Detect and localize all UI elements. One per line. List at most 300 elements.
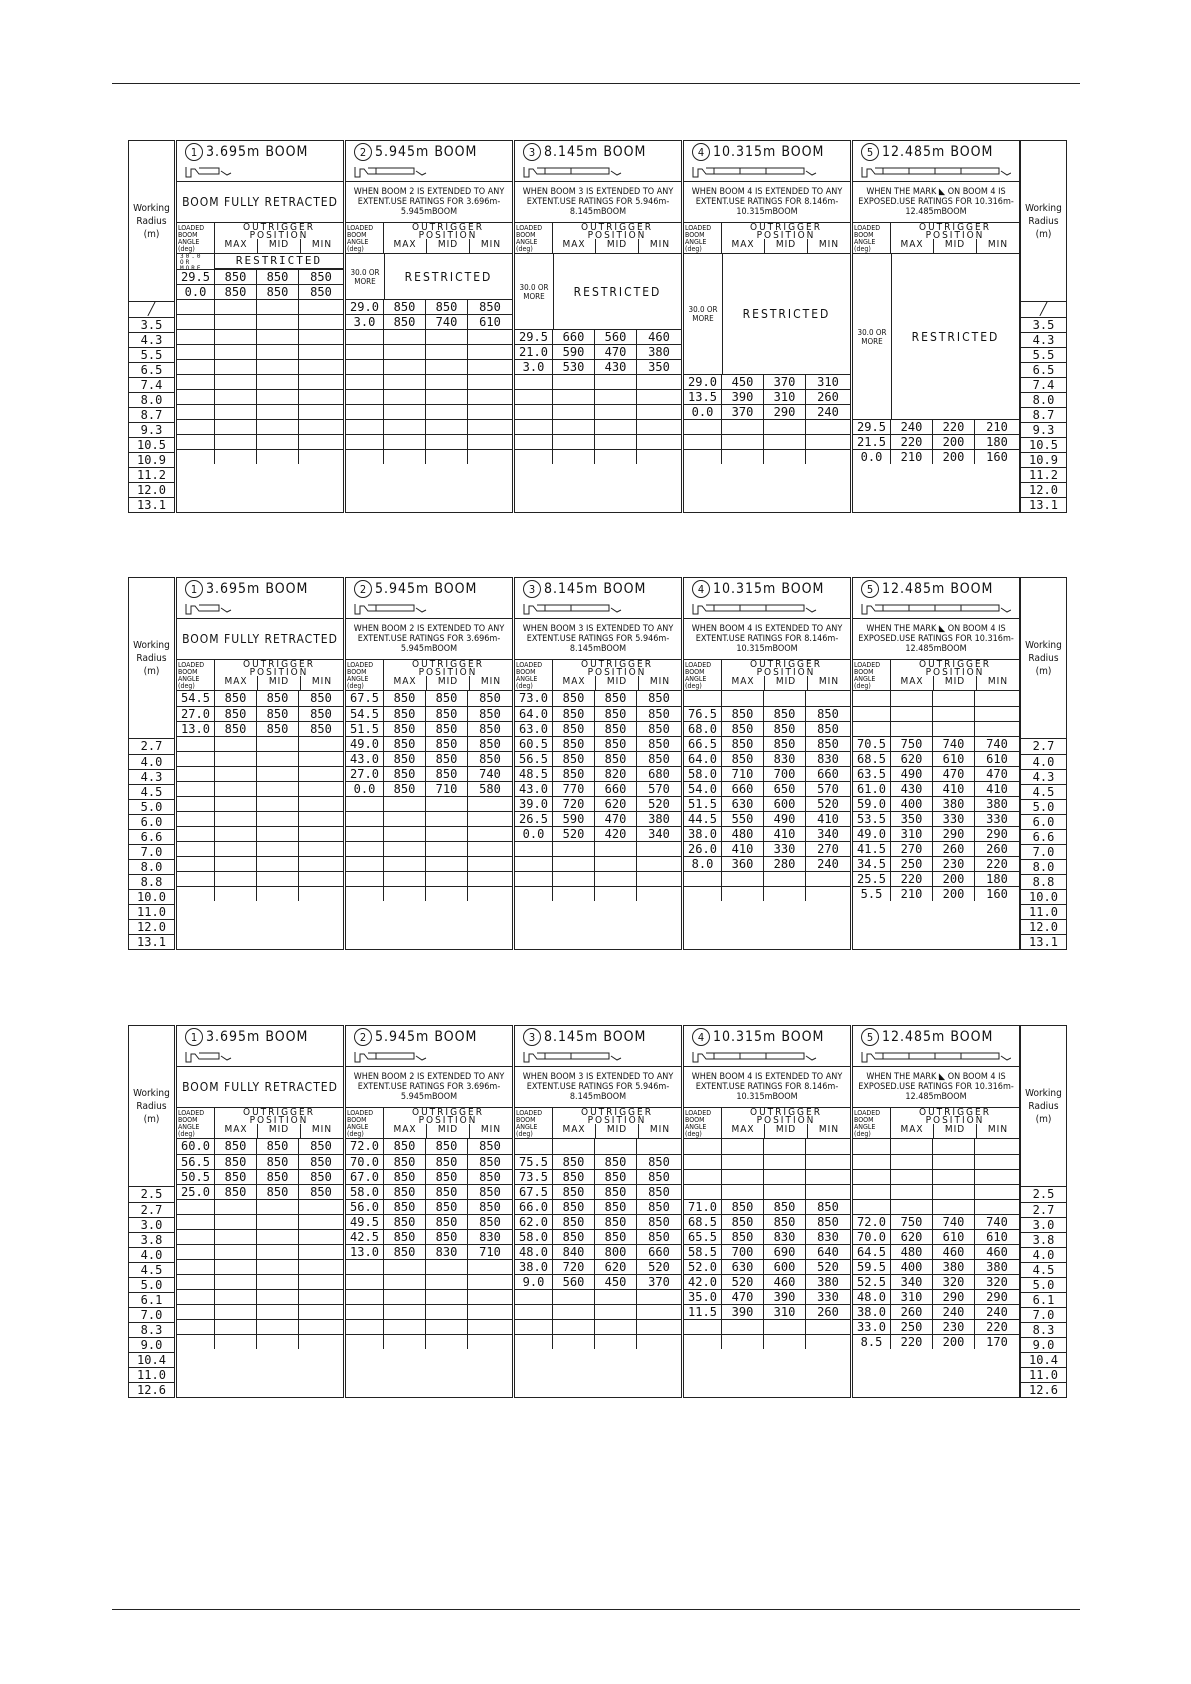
table-row: [515, 1319, 681, 1334]
load-cell: [891, 707, 933, 721]
outrigger-position-title: OUTRIGGER POSITION: [412, 659, 484, 678]
table-row: [346, 449, 512, 464]
load-cell: 850: [215, 1185, 257, 1199]
radius-row: [129, 889, 174, 904]
radius-value: 6.6: [1032, 830, 1055, 844]
load-cell: [595, 435, 637, 449]
working-radius-label: Working Radius (m): [133, 1087, 170, 1125]
min-header: MIN: [976, 676, 1019, 690]
boom-angle-cell: 76.5: [684, 707, 722, 721]
load-cell: [637, 405, 681, 419]
radius-value: 2.7: [1032, 1203, 1055, 1217]
load-cell: 220: [891, 872, 933, 886]
boom-angle-cell: [515, 1320, 553, 1334]
load-cell: 850: [648, 1230, 670, 1244]
load-cell: 850: [722, 707, 764, 721]
restricted-angle: 30.0 OR MORE: [177, 254, 215, 269]
boom-angle-cell: [346, 1260, 384, 1274]
load-cell: [722, 435, 764, 449]
load-cell: [257, 420, 299, 434]
radius-row: [1021, 1292, 1066, 1307]
boom-angle-cell: [177, 1290, 215, 1304]
table-row: [346, 736, 512, 751]
max-header: MAX: [393, 1124, 417, 1135]
boom-number-circle: 5: [861, 580, 879, 598]
boom-angle-cell: [684, 1155, 722, 1169]
table-row: [515, 811, 681, 826]
load-cell: 520: [817, 1260, 839, 1274]
boom-angle-cell: [346, 360, 384, 374]
radius-row: [129, 874, 174, 889]
restricted-label: RESTRICTED: [215, 254, 343, 269]
boom-drawing: [684, 163, 850, 182]
boom-angle-cell: 13.0: [346, 1245, 384, 1259]
boom-length-label: 5.945m BOOM: [375, 144, 478, 160]
radius-row: [1021, 377, 1066, 392]
load-cell: [215, 1290, 257, 1304]
radius-value: 8.8: [1032, 875, 1055, 889]
load-cell: 850: [648, 691, 670, 705]
outrigger-header: [684, 660, 850, 691]
table-row: [515, 1199, 681, 1214]
load-cell: [215, 1245, 257, 1259]
load-cell: [553, 390, 595, 404]
radius-row: [1021, 452, 1066, 467]
working-radius-column: [1020, 140, 1067, 513]
load-cell: 850: [595, 707, 637, 721]
load-cell: 850: [426, 1155, 468, 1169]
boom-angle-cell: 72.0: [853, 1215, 891, 1229]
boom-angle-cell: 29.5: [853, 420, 891, 434]
load-cell: [384, 1320, 426, 1334]
boom-length-label: 12.485m BOOM: [882, 144, 994, 160]
load-cell: [215, 1335, 257, 1349]
table-row: [684, 691, 850, 706]
load-cell: [806, 691, 850, 706]
load-cell: [637, 420, 681, 434]
radius-value: 10.9: [137, 453, 166, 467]
table-row: [853, 449, 1019, 464]
load-cell: 520: [817, 797, 839, 811]
load-cell: 210: [986, 420, 1008, 434]
table-row: [684, 796, 850, 811]
boom-drawing: [684, 600, 850, 619]
load-cell: [299, 1290, 343, 1304]
boom-angle-cell: [515, 420, 553, 434]
radius-row: [1021, 332, 1066, 347]
load-cell: [426, 375, 468, 389]
outrigger-columns: [384, 676, 512, 690]
radius-marker-row: [1021, 302, 1066, 317]
radius-value: 2.5: [140, 1187, 163, 1201]
load-cell: 850: [310, 270, 332, 284]
mid-header: MID: [595, 676, 638, 690]
load-cell: 830: [479, 1230, 501, 1244]
boom-angle-cell: 13.0: [177, 722, 215, 736]
radius-value: 11.2: [137, 468, 166, 482]
boom-angle-cell: 33.0: [853, 1320, 891, 1334]
load-cell: [215, 360, 257, 374]
load-cell: [215, 1305, 257, 1319]
table-row: [177, 1199, 343, 1214]
load-cell: [806, 1155, 850, 1169]
outrigger-header: [346, 223, 512, 254]
table-row: [346, 359, 512, 374]
load-cell: 560: [553, 1275, 595, 1289]
radius-value: 13.1: [1029, 935, 1058, 949]
working-radius-column: [128, 140, 175, 513]
load-cell: [257, 1305, 299, 1319]
boom-angle-cell: [515, 887, 553, 901]
table-row: [515, 1154, 681, 1169]
load-cell: 340: [648, 827, 670, 841]
table-row: [853, 1289, 1019, 1304]
boom-angle-cell: 29.0: [684, 375, 722, 389]
load-cell: [637, 435, 681, 449]
load-cell: [257, 405, 299, 419]
table-row: [177, 1139, 343, 1154]
radius-row: [1021, 467, 1066, 482]
load-cell: [215, 1200, 257, 1214]
radius-row: [129, 467, 174, 482]
boom-number-circle: 5: [861, 143, 879, 161]
radius-row: [1021, 1202, 1066, 1217]
boom-angle-cell: [177, 782, 215, 796]
load-cell: [595, 420, 637, 434]
load-cell: 520: [553, 827, 595, 841]
outrigger-columns: [891, 239, 1019, 253]
boom-drawing: [853, 1048, 1019, 1067]
radius-row: [129, 482, 174, 497]
radius-row: [129, 784, 174, 799]
load-cell: 650: [764, 782, 806, 796]
boom-rows: [515, 1139, 681, 1349]
boom-angle-cell: [684, 1170, 722, 1184]
load-cell: 470: [722, 1290, 764, 1304]
load-cell: 740: [479, 767, 501, 781]
load-cell: [468, 420, 512, 434]
load-cell: [468, 1320, 512, 1334]
radius-row: [129, 919, 174, 934]
restricted-block: [346, 254, 512, 299]
radius-value: 12.6: [1029, 1383, 1058, 1397]
min-header: MIN: [807, 676, 850, 690]
load-cell: 850: [722, 1215, 764, 1229]
boom-angle-cell: 38.0: [515, 1260, 553, 1274]
table-row: [684, 856, 850, 871]
load-cell: [637, 450, 681, 464]
table-row: [684, 404, 850, 419]
table-row: [515, 1304, 681, 1319]
load-cell: [975, 722, 1019, 736]
load-cell: 850: [648, 1200, 670, 1214]
boom-note: WHEN THE MARK ◣ ON BOOM 4 IS EXPOSED.USE RATINGS FOR 10.316m-12.485mBOOM: [853, 1067, 1019, 1108]
radius-value: 7.4: [140, 378, 163, 392]
load-cell: [384, 812, 426, 826]
load-cell: [553, 435, 595, 449]
boom-angle-cell: [177, 420, 215, 434]
table-row: [346, 344, 512, 359]
boom-angle-cell: [684, 420, 722, 434]
radius-row: [1021, 739, 1066, 754]
outrigger-header: [346, 660, 512, 691]
min-header: MIN: [300, 239, 343, 253]
table-row: [684, 1154, 850, 1169]
table-row: [177, 434, 343, 449]
load-cell: [257, 1245, 299, 1259]
max-header: MAX: [224, 1124, 248, 1135]
load-cell: 740: [426, 315, 468, 329]
load-cell: 850: [384, 691, 426, 706]
boom-angle-cell: [177, 812, 215, 826]
boom-angle-cell: 71.0: [684, 1200, 722, 1214]
boom-angle-cell: 8.0: [684, 857, 722, 871]
load-cell: [426, 435, 468, 449]
boom-number-circle: 2: [354, 143, 372, 161]
restricted-bar: [177, 253, 343, 272]
load-cell: [299, 345, 343, 359]
load-cell: 850: [426, 300, 468, 314]
boom-angle-cell: 8.5: [853, 1335, 891, 1349]
boom-angle-cell: 29.5: [177, 270, 215, 284]
radius-list: [1021, 739, 1066, 949]
load-cell: [384, 1260, 426, 1274]
load-cell: 850: [384, 1245, 426, 1259]
load-cell: [426, 450, 468, 464]
boom-angle-cell: 43.0: [515, 782, 553, 796]
load-cell: [595, 1305, 637, 1319]
load-cell: [595, 450, 637, 464]
outrigger-position-title: OUTRIGGER POSITION: [581, 659, 653, 678]
table-row: [684, 1274, 850, 1289]
table-row: [684, 1319, 850, 1334]
boom-drawing: [177, 1048, 343, 1067]
load-cell: [595, 390, 637, 404]
load-cell: 590: [553, 345, 595, 359]
load-cell: 320: [933, 1275, 975, 1289]
restricted-angle: 30.0 OR MORE: [684, 254, 723, 374]
load-cell: 660: [553, 330, 595, 344]
load-cell: [553, 450, 595, 464]
load-cell: [891, 1185, 933, 1199]
boom-angle-cell: [346, 435, 384, 449]
load-cell: 850: [553, 1155, 595, 1169]
load-cell: 470: [595, 812, 637, 826]
table-row: [177, 826, 343, 841]
load-cell: [722, 887, 764, 901]
load-cell: 290: [986, 1290, 1008, 1304]
radius-value: 8.7: [1032, 408, 1055, 422]
table-row: [684, 449, 850, 464]
table-row: [177, 404, 343, 419]
boom-note: WHEN BOOM 3 IS EXTENDED TO ANY EXTENT.USE RATINGS FOR 5.946m-8.145mBOOM: [515, 1067, 681, 1108]
boom-angle-cell: [853, 1155, 891, 1169]
load-cell: 850: [215, 1139, 257, 1154]
boom-angle-cell: 66.5: [684, 737, 722, 751]
loaded-boom-angle-header: LOADED BOOM ANGLE (deg): [346, 1108, 384, 1138]
load-cell: [764, 1170, 806, 1184]
radius-row: [1021, 392, 1066, 407]
load-cell: 720: [553, 797, 595, 811]
load-cell: 680: [648, 767, 670, 781]
boom-angle-cell: 27.0: [346, 767, 384, 781]
load-chart-table-1: [128, 140, 1072, 513]
working-radius-header: [129, 1026, 174, 1187]
load-cell: 850: [310, 1155, 332, 1169]
boom-length-label: 10.315m BOOM: [713, 144, 825, 160]
load-cell: [299, 872, 343, 886]
load-cell: 850: [310, 707, 332, 721]
load-cell: 220: [891, 1335, 933, 1349]
header-rule: [112, 83, 1080, 84]
boom-angle-cell: [346, 450, 384, 464]
boom-angle-cell: 56.5: [177, 1155, 215, 1169]
outrigger-header: [684, 223, 850, 254]
boom-angle-cell: [346, 420, 384, 434]
radius-row: [129, 392, 174, 407]
boom-number-circle: 1: [185, 1028, 203, 1046]
boom-angle-cell: 53.5: [853, 812, 891, 826]
outrigger-header: [177, 1108, 343, 1139]
boom-angle-cell: [515, 1139, 553, 1154]
outrigger-position: [722, 1108, 850, 1138]
load-cell: 520: [648, 1260, 670, 1274]
radius-row: [1021, 934, 1066, 949]
boom-rows: [853, 254, 1019, 464]
load-cell: [426, 360, 468, 374]
load-cell: 850: [479, 707, 501, 721]
boom-drawing: [853, 163, 1019, 182]
table-row: [346, 1304, 512, 1319]
table-row: [684, 706, 850, 721]
load-cell: 310: [891, 1290, 933, 1304]
boom-drawing: [684, 1048, 850, 1067]
load-cell: 620: [595, 1260, 637, 1274]
load-cell: 460: [986, 1245, 1008, 1259]
load-cell: 850: [595, 1170, 637, 1184]
load-cell: [975, 1200, 1019, 1214]
radius-value: 12.6: [137, 1383, 166, 1397]
load-cell: [468, 375, 512, 389]
radius-row: [1021, 1247, 1066, 1262]
load-cell: 850: [426, 1170, 468, 1184]
load-cell: 450: [595, 1275, 637, 1289]
load-cell: 850: [426, 1200, 468, 1214]
table-row: [177, 796, 343, 811]
load-cell: [257, 1290, 299, 1304]
load-cell: [384, 1335, 426, 1349]
load-cell: [257, 375, 299, 389]
load-cell: 850: [553, 737, 595, 751]
load-cell: [215, 450, 257, 464]
load-cell: [637, 375, 681, 389]
load-cell: 520: [648, 797, 670, 811]
load-cell: 850: [215, 722, 257, 736]
load-cell: 850: [384, 1170, 426, 1184]
working-radius-column: [128, 577, 175, 950]
radius-row: [129, 814, 174, 829]
load-cell: 430: [595, 360, 637, 374]
load-cell: 850: [384, 1200, 426, 1214]
radius-row: [129, 739, 174, 754]
boom-diagram-icon: [185, 1050, 335, 1064]
load-cell: 850: [215, 285, 257, 299]
load-cell: [891, 1139, 933, 1154]
loaded-boom-angle-header: LOADED BOOM ANGLE (deg): [515, 223, 553, 253]
outrigger-columns: [215, 239, 343, 253]
boom-angle-cell: [177, 1230, 215, 1244]
mid-header: MID: [595, 1124, 638, 1138]
radius-row: [1021, 1232, 1066, 1247]
load-cell: 570: [817, 782, 839, 796]
outrigger-position-title: OUTRIGGER POSITION: [919, 1107, 991, 1126]
load-cell: [891, 691, 933, 706]
load-cell: 850: [384, 707, 426, 721]
load-cell: 850: [426, 707, 468, 721]
boom-angle-cell: 35.0: [684, 1290, 722, 1304]
boom-angle-cell: [684, 450, 722, 464]
load-cell: [257, 1320, 299, 1334]
load-cell: 710: [722, 767, 764, 781]
table-row: [853, 796, 1019, 811]
load-cell: [933, 1139, 975, 1154]
radius-value: 10.5: [1029, 438, 1058, 452]
boom-rows: [177, 1139, 343, 1349]
load-cell: 480: [722, 827, 764, 841]
load-cell: [426, 887, 468, 901]
load-cell: [299, 315, 343, 329]
min-header: MIN: [807, 1124, 850, 1138]
outrigger-position-title: OUTRIGGER POSITION: [581, 222, 653, 241]
boom-angle-cell: [177, 857, 215, 871]
load-cell: 850: [479, 1155, 501, 1169]
load-cell: [468, 842, 512, 856]
load-cell: 850: [648, 1185, 670, 1199]
load-cell: [299, 842, 343, 856]
working-radius-header: [129, 578, 174, 739]
boom-angle-cell: 43.0: [346, 752, 384, 766]
load-cell: [215, 887, 257, 901]
load-cell: 410: [986, 782, 1008, 796]
table-row: [346, 1214, 512, 1229]
load-cell: [764, 1320, 806, 1334]
boom-angle-cell: [177, 1260, 215, 1274]
load-cell: [468, 1290, 512, 1304]
load-cell: 290: [764, 405, 806, 419]
load-cell: [299, 797, 343, 811]
load-cell: 850: [648, 722, 670, 736]
load-cell: [595, 1320, 637, 1334]
boom-angle-cell: 29.0: [346, 300, 384, 314]
load-cell: 200: [933, 887, 975, 901]
table-row: [515, 706, 681, 721]
load-cell: 410: [933, 782, 975, 796]
radius-row: [1021, 784, 1066, 799]
table-row: [853, 1229, 1019, 1244]
radius-row: [1021, 859, 1066, 874]
load-cell: [426, 842, 468, 856]
load-cell: [384, 1305, 426, 1319]
load-cell: 850: [310, 1170, 332, 1184]
boom-angle-cell: 0.0: [177, 285, 215, 299]
boom-angle-cell: [515, 1335, 553, 1349]
table-row: [346, 841, 512, 856]
table-row: [515, 781, 681, 796]
boom-angle-cell: [346, 405, 384, 419]
outrigger-columns: [553, 1124, 681, 1138]
load-cell: [215, 812, 257, 826]
load-cell: [384, 435, 426, 449]
